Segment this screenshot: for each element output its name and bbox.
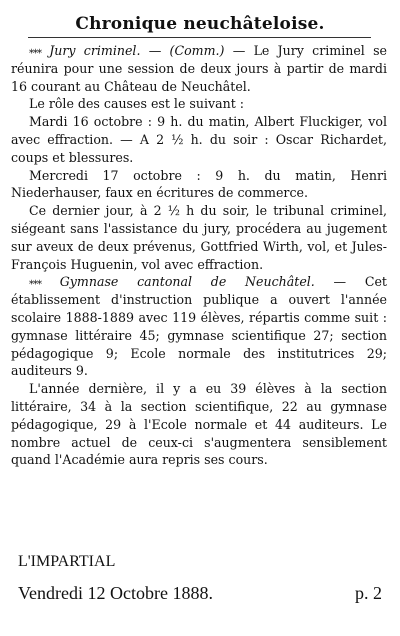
paragraph: Mercredi 17 octobre : 9 h. du matin, Henri Niederhauser, faux en écritures de commerce. <box>11 167 387 201</box>
paragraph: Ce dernier jour, à 2 ½ h du soir, le tribunal criminel, siégeant sans l'assistance du jury, procédera au jugement sur aveux de deux prévenus, Gottfried Wirth, vol, et Jules-François Huguenin, vol avec effraction. <box>11 203 387 272</box>
asterism-icon: ⁎⁎⁎ <box>29 45 41 56</box>
issue-date: Vendredi 12 Octobre 1888. <box>18 583 213 603</box>
item-text: — Cet établissement d'instruction publique a ouvert l'année scolaire 1888-1889 avec 119 élèves, répartis comme suit : gymnase littéraire 45; gymnase scientifique 27; section pédagogique 9; Ecole normale des institutrices 29; auditeurs 9. <box>11 274 387 379</box>
item-heading: Gymnase cantonal de Neuchâtel. <box>59 274 315 290</box>
publication-name: L'IMPARTIAL <box>18 553 116 570</box>
article-body <box>11 42 387 469</box>
title-rule <box>28 37 371 38</box>
paragraph: L'année dernière, il y a eu 39 élèves à la section littéraire, 34 à la section scientifique, 22 au gymnase pédagogique, 29 à l'Ecole normale et 44 auditeurs. Le nombre actuel de ceux-ci s'augmentera sensiblement quand l'Académie aura repris ses cours. <box>11 381 387 468</box>
section-title: Chronique neuchâteloise. <box>75 14 325 34</box>
item-gymnase <box>11 273 387 380</box>
item-heading: Jury criminel. — (Comm.) <box>49 43 225 58</box>
item-text: — Le Jury criminel se réunira pour une session de deux jours à partir de mardi 16 courant au Château de Neuchâtel. <box>11 43 387 94</box>
asterism-icon: ⁎⁎⁎ <box>29 276 41 288</box>
paragraph: Mardi 16 octobre : 9 h. du matin, Albert Fluckiger, vol avec effraction. — A 2 ½ h. du soir : Oscar Richardet, coups et blessures. <box>11 114 387 165</box>
page-number: p. 2 <box>355 583 382 603</box>
item-jury <box>11 42 387 95</box>
paragraph: Le rôle des causes est le suivant : <box>29 96 245 112</box>
